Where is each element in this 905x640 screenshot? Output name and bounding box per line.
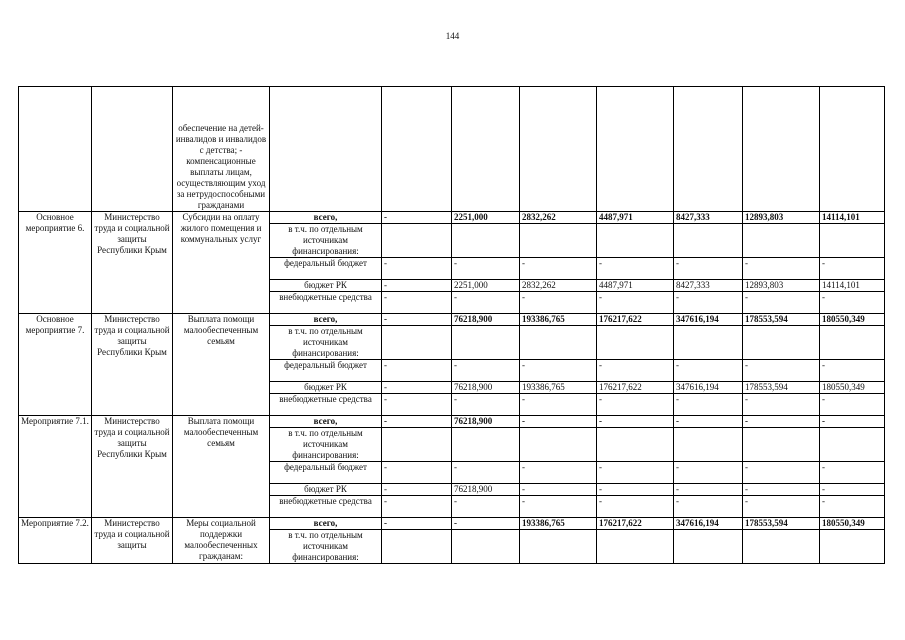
- source-cell: федеральный бюджет: [270, 462, 382, 484]
- value-cell: [520, 224, 597, 258]
- value-cell: 193386,765: [520, 314, 597, 326]
- source-cell: внебюджетные средства: [270, 496, 382, 518]
- value-cell: [520, 530, 597, 564]
- value-cell: 8427,333: [674, 212, 743, 224]
- value-cell: -: [674, 462, 743, 484]
- value-cell: -: [674, 394, 743, 416]
- value-cell: -: [452, 258, 520, 280]
- value-cell: -: [382, 382, 452, 394]
- source-cell: бюджет РК: [270, 484, 382, 496]
- value-cell: -: [820, 496, 885, 518]
- executor-cell: Министерство труда и социальной защиты Республики Крым: [92, 314, 173, 416]
- value-cell: -: [382, 360, 452, 382]
- source-cell: федеральный бюджет: [270, 258, 382, 280]
- executor-cell: Министерство труда и социальной защиты Республики Крым: [92, 212, 173, 314]
- value-cell: [597, 87, 674, 212]
- value-cell: -: [382, 314, 452, 326]
- value-cell: 347616,194: [674, 382, 743, 394]
- value-cell: 193386,765: [520, 382, 597, 394]
- value-cell: -: [597, 416, 674, 428]
- source-cell: в т.ч. по отдельным источникам финансирования:: [270, 224, 382, 258]
- value-cell: 180550,349: [820, 382, 885, 394]
- value-cell: -: [743, 360, 820, 382]
- value-cell: 2251,000: [452, 280, 520, 292]
- value-cell: -: [597, 360, 674, 382]
- value-cell: 2251,000: [452, 212, 520, 224]
- value-cell: [743, 326, 820, 360]
- source-cell: бюджет РК: [270, 382, 382, 394]
- event-cell: Основное мероприятие 7.: [19, 314, 92, 416]
- value-cell: -: [520, 394, 597, 416]
- value-cell: -: [382, 212, 452, 224]
- value-cell: [743, 530, 820, 564]
- value-cell: -: [382, 258, 452, 280]
- value-cell: [820, 530, 885, 564]
- source-cell: в т.ч. по отдельным источникам финансирования:: [270, 428, 382, 462]
- value-cell: [452, 530, 520, 564]
- value-cell: -: [382, 462, 452, 484]
- value-cell: [520, 326, 597, 360]
- value-cell: [674, 530, 743, 564]
- value-cell: 8427,333: [674, 280, 743, 292]
- value-cell: 178553,594: [743, 518, 820, 530]
- description-cell: Меры социальной поддержки малообеспеченных гражданам:: [173, 518, 270, 564]
- value-cell: 76218,900: [452, 416, 520, 428]
- value-cell: -: [743, 496, 820, 518]
- executor-cell: Министерство труда и социальной защиты Республики Крым: [92, 416, 173, 518]
- table-row: [19, 416, 885, 428]
- value-cell: -: [597, 462, 674, 484]
- value-cell: -: [820, 416, 885, 428]
- value-cell: 176217,622: [597, 382, 674, 394]
- event-cell: Мероприятие 7.1.: [19, 416, 92, 518]
- description-cell: Выплата помощи малообеспеченным семьям: [173, 314, 270, 416]
- value-cell: -: [382, 496, 452, 518]
- event-cell: [19, 87, 92, 212]
- source-cell: внебюджетные средства: [270, 292, 382, 314]
- source-cell: [270, 87, 382, 212]
- source-cell: всего,: [270, 314, 382, 326]
- value-cell: 176217,622: [597, 518, 674, 530]
- value-cell: [597, 428, 674, 462]
- source-cell: всего,: [270, 518, 382, 530]
- value-cell: -: [820, 258, 885, 280]
- value-cell: 14114,101: [820, 212, 885, 224]
- value-cell: [452, 87, 520, 212]
- value-cell: [452, 428, 520, 462]
- value-cell: -: [674, 416, 743, 428]
- executor-cell: [92, 87, 173, 212]
- value-cell: -: [743, 462, 820, 484]
- source-cell: в т.ч. по отдельным источникам финансирования:: [270, 326, 382, 360]
- value-cell: 76218,900: [452, 382, 520, 394]
- page-number: 144: [445, 31, 460, 41]
- value-cell: [520, 87, 597, 212]
- value-cell: -: [520, 258, 597, 280]
- event-cell: Основное мероприятие 6.: [19, 212, 92, 314]
- value-cell: -: [452, 496, 520, 518]
- value-cell: -: [597, 292, 674, 314]
- table-row: [19, 518, 885, 530]
- value-cell: 76218,900: [452, 484, 520, 496]
- value-cell: -: [743, 258, 820, 280]
- value-cell: 12893,803: [743, 212, 820, 224]
- value-cell: -: [743, 394, 820, 416]
- source-cell: всего,: [270, 416, 382, 428]
- value-cell: [452, 224, 520, 258]
- value-cell: 14114,101: [820, 280, 885, 292]
- value-cell: 2832,262: [520, 280, 597, 292]
- value-cell: -: [597, 496, 674, 518]
- value-cell: 4487,971: [597, 280, 674, 292]
- value-cell: -: [674, 292, 743, 314]
- value-cell: -: [743, 484, 820, 496]
- value-cell: -: [520, 462, 597, 484]
- value-cell: -: [597, 484, 674, 496]
- table-row: [19, 314, 885, 326]
- value-cell: -: [520, 360, 597, 382]
- source-cell: внебюджетные средства: [270, 394, 382, 416]
- value-cell: -: [674, 484, 743, 496]
- value-cell: 180550,349: [820, 314, 885, 326]
- value-cell: -: [452, 462, 520, 484]
- value-cell: [820, 326, 885, 360]
- value-cell: [674, 326, 743, 360]
- value-cell: [520, 428, 597, 462]
- value-cell: -: [820, 292, 885, 314]
- value-cell: -: [452, 360, 520, 382]
- value-cell: -: [520, 496, 597, 518]
- value-cell: 178553,594: [743, 314, 820, 326]
- value-cell: [597, 530, 674, 564]
- value-cell: 193386,765: [520, 518, 597, 530]
- value-cell: -: [382, 484, 452, 496]
- value-cell: [674, 428, 743, 462]
- value-cell: 2832,262: [520, 212, 597, 224]
- value-cell: -: [820, 484, 885, 496]
- description-cell: Субсидии на оплату жилого помещения и коммунальных услуг: [173, 212, 270, 314]
- table-row-continuation: [19, 87, 885, 212]
- value-cell: -: [743, 292, 820, 314]
- value-cell: [674, 87, 743, 212]
- value-cell: -: [597, 394, 674, 416]
- value-cell: 347616,194: [674, 518, 743, 530]
- source-cell: бюджет РК: [270, 280, 382, 292]
- source-cell: всего,: [270, 212, 382, 224]
- value-cell: -: [382, 518, 452, 530]
- value-cell: [820, 87, 885, 212]
- value-cell: 347616,194: [674, 314, 743, 326]
- value-cell: -: [520, 416, 597, 428]
- value-cell: -: [382, 280, 452, 292]
- value-cell: [743, 428, 820, 462]
- value-cell: -: [452, 292, 520, 314]
- value-cell: [452, 326, 520, 360]
- value-cell: [597, 326, 674, 360]
- value-cell: 176217,622: [597, 314, 674, 326]
- value-cell: -: [520, 292, 597, 314]
- value-cell: -: [820, 394, 885, 416]
- value-cell: -: [674, 258, 743, 280]
- value-cell: [597, 224, 674, 258]
- value-cell: -: [452, 394, 520, 416]
- description-cell: Выплата помощи малообеспеченным семьям: [173, 416, 270, 518]
- value-cell: [820, 224, 885, 258]
- value-cell: [382, 428, 452, 462]
- table-row: [19, 212, 885, 224]
- value-cell: [743, 87, 820, 212]
- value-cell: -: [597, 258, 674, 280]
- value-cell: 76218,900: [452, 314, 520, 326]
- value-cell: 178553,594: [743, 382, 820, 394]
- value-cell: -: [520, 484, 597, 496]
- value-cell: -: [382, 416, 452, 428]
- value-cell: -: [820, 360, 885, 382]
- event-cell: Мероприятие 7.2.: [19, 518, 92, 564]
- value-cell: 180550,349: [820, 518, 885, 530]
- value-cell: -: [382, 394, 452, 416]
- value-cell: -: [674, 360, 743, 382]
- source-cell: в т.ч. по отдельным источникам финансирования:: [270, 530, 382, 564]
- value-cell: 4487,971: [597, 212, 674, 224]
- value-cell: [820, 428, 885, 462]
- value-cell: [382, 326, 452, 360]
- value-cell: -: [743, 416, 820, 428]
- value-cell: [674, 224, 743, 258]
- source-cell: федеральный бюджет: [270, 360, 382, 382]
- value-cell: [382, 530, 452, 564]
- value-cell: -: [452, 518, 520, 530]
- value-cell: 12893,803: [743, 280, 820, 292]
- budget-table: [18, 86, 885, 564]
- value-cell: -: [674, 496, 743, 518]
- value-cell: -: [820, 462, 885, 484]
- value-cell: [382, 224, 452, 258]
- executor-cell: Министерство труда и социальной защиты: [92, 518, 173, 564]
- table-body: [19, 87, 885, 564]
- value-cell: [382, 87, 452, 212]
- value-cell: [743, 224, 820, 258]
- value-cell: -: [382, 292, 452, 314]
- description-cell: обеспечение на детей-инвалидов и инвалидов с детства; - компенсационные выплаты лицам, осуществляющим уход за нетрудоспособными гражданами: [173, 87, 270, 212]
